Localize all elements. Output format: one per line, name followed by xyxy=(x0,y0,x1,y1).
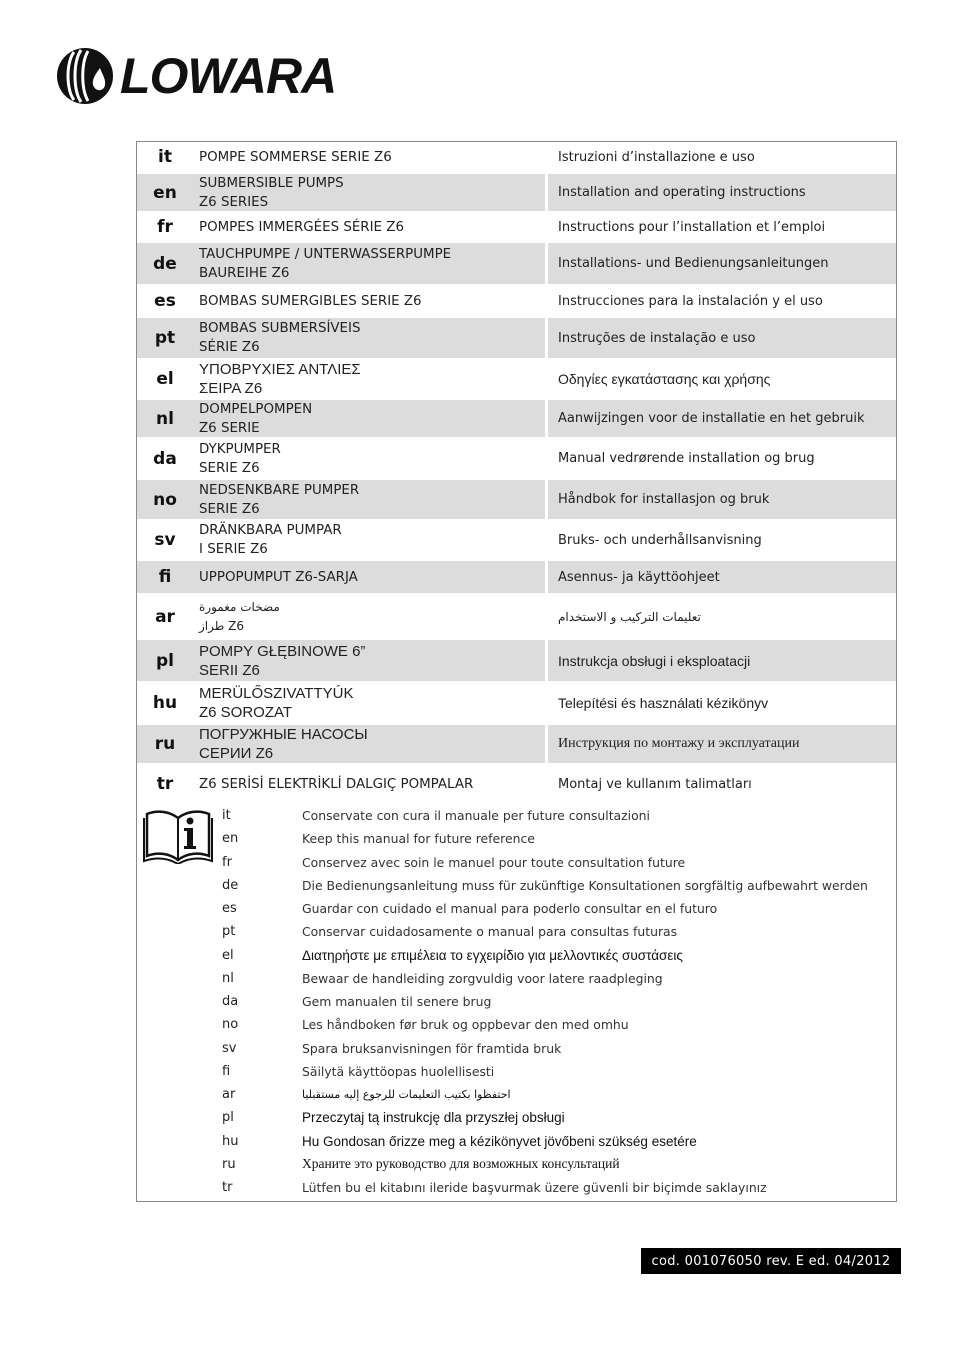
note-language-code: ru xyxy=(222,1156,236,1172)
note-row-en xyxy=(222,827,892,850)
instructions-label: Οδηγίες εγκατάστασης και χρήσης xyxy=(558,371,771,387)
instructions-label: Istruzioni d’installazione e uso xyxy=(558,149,755,165)
product-title-line: Z6 SERIE xyxy=(199,420,260,436)
product-title-line: NEDSENKBARE PUMPER xyxy=(199,482,360,498)
product-title-line: POMPY GŁĘBINOWE 6” xyxy=(199,642,366,660)
product-title-line: SERIE Z6 xyxy=(199,501,260,517)
note-language-code: de xyxy=(222,877,239,893)
note-row-de xyxy=(222,874,892,897)
note-text: Przeczytaj tą instrukcję dla przyszłej obsługi xyxy=(302,1110,565,1126)
product-title-line: مضخات مغمورة xyxy=(199,599,280,614)
language-row-fi xyxy=(137,561,896,593)
instructions-label: Asennus- ja käyttöohjeet xyxy=(548,561,896,593)
product-title-line: ΥΠΟΒΡΥΧΙΕΣ ΑΝΤΛΙΕΣ xyxy=(199,361,361,378)
instructions-label: Manual vedrørende installation og brug xyxy=(558,451,815,466)
product-title-line: SUBMERSIBLE PUMPS xyxy=(199,175,344,191)
instructions-label: Håndbok for installasjon og bruk xyxy=(548,480,896,519)
instructions-label: Instructions pour l’installation et l’emploi xyxy=(558,219,826,235)
language-row-sv xyxy=(137,521,896,559)
note-language-code: pl xyxy=(222,1110,234,1126)
instructions-label: Telepítési és használati kézikönyv xyxy=(558,695,769,711)
note-text: Gem manualen til senere brug xyxy=(302,994,492,1009)
product-title xyxy=(193,595,545,638)
instructions-label: Installations- und Bedienungsanleitungen xyxy=(548,243,896,284)
note-row-ru xyxy=(222,1153,892,1176)
product-title xyxy=(193,360,545,398)
product-title-line: POMPE SOMMERSE SERIE Z6 xyxy=(199,149,392,165)
note-language-code: en xyxy=(222,831,239,847)
note-row-nl xyxy=(222,967,892,990)
product-title-line: DOMPELPOMPEN xyxy=(199,401,313,417)
note-text: Conservez avec soin le manuel pour toute consultation future xyxy=(302,854,686,870)
note-row-fi xyxy=(222,1060,892,1083)
product-title-line: ПОГРУЖНЫЕ НАСОСЫ xyxy=(199,726,368,743)
instructions-label: Bruks- och underhållsanvisning xyxy=(558,532,762,548)
note-row-pt xyxy=(222,920,892,943)
product-title xyxy=(193,142,545,172)
note-language-code: fi xyxy=(222,1063,231,1079)
note-text: Hu Gondosan őrizze meg a kézikönyvet jövőbeni szükség esetére xyxy=(302,1133,697,1149)
product-title xyxy=(193,318,545,358)
note-language-code: nl xyxy=(222,970,234,986)
document-frame xyxy=(136,141,897,1202)
note-language-code: it xyxy=(222,808,231,823)
note-text: Die Bedienungsanleitung muss für zukünftige Konsultationen sorgfältig aufbewahrt werden xyxy=(302,877,868,893)
product-title xyxy=(193,765,545,803)
product-title xyxy=(193,725,545,763)
product-title-line: BOMBAS SUMERGIBLES SERIE Z6 xyxy=(199,293,422,309)
product-title-line: DRÄNKBARA PUMPAR xyxy=(199,523,342,538)
product-title-line: СЕРИИ Z6 xyxy=(199,745,274,762)
language-row-ru xyxy=(137,725,896,763)
language-row-it xyxy=(137,142,896,172)
document-code: cod. 001076050 rev. E ed. 04/2012 xyxy=(641,1248,901,1274)
product-title xyxy=(193,683,545,723)
note-text: Conservate con cura il manuale per future consultazioni xyxy=(302,808,650,823)
product-title-line: Z6 SERIES xyxy=(199,194,269,210)
note-row-es xyxy=(222,897,892,920)
note-text: Guardar con cuidado el manual para poderlo consultar en el futuro xyxy=(302,901,718,916)
language-row-pt xyxy=(137,318,896,358)
note-row-fr xyxy=(222,851,892,874)
note-language-code: ar xyxy=(222,1087,236,1102)
product-title-line: SÉRIE Z6 xyxy=(199,340,260,355)
language-code: el xyxy=(156,369,174,389)
language-code: ru xyxy=(137,725,193,763)
note-language-code: es xyxy=(222,901,237,916)
instructions-label: Instrukcja obsługi i eksploatacji xyxy=(548,640,896,681)
product-title-line: MERÜLŐSZIVATTYÚK xyxy=(199,685,354,702)
product-title xyxy=(193,243,545,284)
product-title-line: SERII Z6 xyxy=(199,661,260,679)
product-title-line: BOMBAS SUBMERSÍVEIS xyxy=(199,321,361,336)
note-language-code: no xyxy=(222,1017,239,1033)
product-title xyxy=(193,640,545,681)
note-language-code: da xyxy=(222,994,239,1009)
note-text: Säilytä käyttöopas huolellisesti xyxy=(302,1063,495,1079)
language-code: es xyxy=(154,291,176,311)
language-row-fr xyxy=(137,213,896,241)
note-text: Lütfen bu el kitabını ileride başvurmak üzere güvenli bir biçimde saklayınız xyxy=(302,1180,767,1195)
language-row-da xyxy=(137,439,896,478)
language-row-ar xyxy=(137,595,896,638)
product-title-line: I SERIE Z6 xyxy=(199,542,268,557)
brand-logo xyxy=(54,46,336,106)
note-language-code: tr xyxy=(222,1180,233,1195)
language-code: hu xyxy=(152,693,178,713)
product-title-line: POMPES IMMERGÉES SÉRIE Z6 xyxy=(199,219,404,235)
product-title-line: SERIE Z6 xyxy=(199,460,260,476)
note-text: Bewaar de handleiding zorgvuldig voor latere raadpleging xyxy=(302,970,663,986)
language-code: nl xyxy=(137,400,193,437)
note-row-pl xyxy=(222,1106,892,1129)
language-code: sv xyxy=(154,530,176,550)
note-row-hu xyxy=(222,1130,892,1153)
product-title xyxy=(193,521,545,559)
product-title-line: Z6 SERİSİ ELEKTRİKLİ DALGIÇ POMPALAR xyxy=(199,776,474,792)
language-code: it xyxy=(158,147,172,167)
note-text: Conservar cuidadosamente o manual para consultas futuras xyxy=(302,924,678,940)
note-row-sv xyxy=(222,1037,892,1060)
note-language-code: el xyxy=(222,947,234,963)
language-row-es xyxy=(137,286,896,316)
product-title xyxy=(193,561,545,593)
product-title-line: UPPOPUMPUT Z6-SARJA xyxy=(199,569,358,585)
language-code: da xyxy=(153,448,177,469)
language-code: pt xyxy=(137,318,193,358)
product-title xyxy=(193,480,545,519)
note-language-code: sv xyxy=(222,1040,237,1056)
product-title xyxy=(193,439,545,478)
note-row-tr xyxy=(222,1176,892,1199)
note-language-code: fr xyxy=(222,854,232,870)
brand-name: LOWARA xyxy=(120,48,337,104)
note-row-ar xyxy=(222,1083,892,1106)
note-row-it xyxy=(222,804,892,827)
note-text: Διατηρήστε με επιμέλεια το εγχειρίδιο για μελλοντικές συστάσεις xyxy=(302,947,683,963)
product-title-line: BAUREIHE Z6 xyxy=(199,265,290,281)
instructions-label: Installation and operating instructions xyxy=(548,174,896,211)
instructions-label: Instrucciones para la instalación y el uso xyxy=(558,293,823,309)
language-code: fr xyxy=(157,217,173,237)
note-row-el xyxy=(222,944,892,967)
language-row-tr xyxy=(137,765,896,803)
language-row-hu xyxy=(137,683,896,723)
note-language-code: hu xyxy=(222,1133,239,1149)
product-title-line: ΣΕΙΡΑ Z6 xyxy=(199,380,263,397)
language-code: pl xyxy=(137,640,193,681)
language-code: de xyxy=(137,243,193,284)
instructions-label: Instruções de instalação e uso xyxy=(548,318,896,358)
note-language-code: pt xyxy=(222,924,236,940)
product-title-line: DYKPUMPER xyxy=(199,441,281,457)
product-title-line: Z6 SOROZAT xyxy=(199,704,293,721)
language-code: en xyxy=(137,174,193,211)
product-title xyxy=(193,400,545,437)
instructions-label: Инструкция по монтажу и эксплуатации xyxy=(548,725,896,763)
note-row-no xyxy=(222,1013,892,1036)
instructions-label: Aanwijzingen voor de installatie en het gebruik xyxy=(548,400,896,437)
language-row-en xyxy=(137,174,896,211)
language-code: ar xyxy=(155,606,175,627)
product-title-line: طراز Z6 xyxy=(199,618,244,633)
note-text: Les håndboken før bruk og oppbevar den med omhu xyxy=(302,1017,629,1033)
language-row-pl xyxy=(137,640,896,681)
product-title-line: TAUCHPUMPE / UNTERWASSERPUMPE xyxy=(199,246,452,262)
product-title xyxy=(193,174,545,211)
language-code: tr xyxy=(156,774,174,794)
lowara-drop-logo-icon xyxy=(54,46,116,106)
note-row-da xyxy=(222,990,892,1013)
product-title xyxy=(193,213,545,241)
language-row-de xyxy=(137,243,896,284)
instructions-label: Montaj ve kullanım talimatları xyxy=(558,776,752,792)
note-text: Храните это руководство для возможных консультаций xyxy=(302,1156,620,1172)
language-row-no xyxy=(137,480,896,519)
note-text: احتفظوا بكتيب التعليمات للرجوع إليه مستقبليا xyxy=(302,1088,511,1101)
note-text: Keep this manual for future reference xyxy=(302,831,535,847)
product-title xyxy=(193,286,545,316)
note-text: Spara bruksanvisningen för framtida bruk xyxy=(302,1040,562,1056)
language-row-nl xyxy=(137,400,896,437)
instructions-label: تعليمات التركيب و الاستخدام xyxy=(558,609,701,624)
language-code: no xyxy=(137,480,193,519)
language-row-el xyxy=(137,360,896,398)
manual-info-book-icon xyxy=(143,806,213,864)
language-code: fi xyxy=(137,561,193,593)
